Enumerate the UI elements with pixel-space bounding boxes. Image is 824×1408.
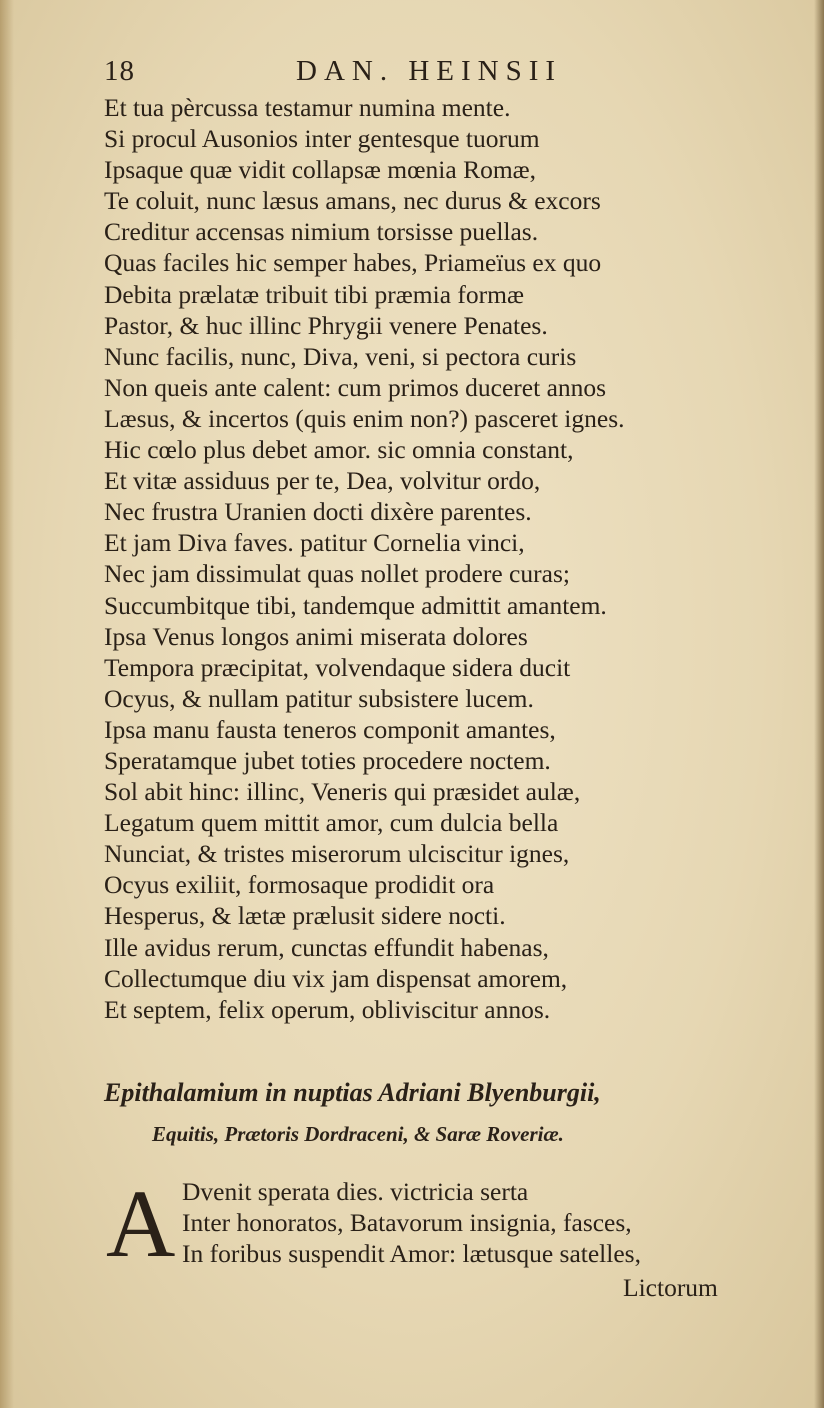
verse-line: Dvenit sperata dies. victricia serta xyxy=(182,1177,529,1206)
catchword: Lictorum xyxy=(623,1273,718,1302)
verse-line: Nec frustra Uranien docti dixère parentes. xyxy=(104,497,532,527)
verse-line: Non queis ante calent: cum primos duceret annos xyxy=(104,372,607,402)
verse-line: Ipsaque quæ vidit collapsæ mœnia Romæ, xyxy=(104,155,537,185)
verse-line: Inter honoratos, Batavorum insignia, fasces, xyxy=(182,1208,632,1238)
verse-line: Et jam Diva faves. patitur Cornelia vinci, xyxy=(104,528,525,558)
verse-line: Læsus, & incertos (quis enim non?) pasceret ignes. xyxy=(104,403,625,433)
verse-line: Ocyus, & nullam patitur subsistere lucem. xyxy=(104,683,534,713)
verse-line: Nunciat, & tristes miserorum ulciscitur ignes, xyxy=(104,839,570,869)
verse-line: Nec jam dissimulat quas nollet prodere curas; xyxy=(104,559,570,589)
verse-line: Creditur accensas nimium torsisse puellas. xyxy=(104,217,539,247)
running-head-title: DAN. HEINSII xyxy=(296,55,563,87)
verse-line: Succumbitque tibi, tandemque admittit amantem. xyxy=(104,590,607,620)
verse-line: Legatum quem mittit amor, cum dulcia bella xyxy=(104,808,559,838)
verse-line: Pastor, & huc illinc Phrygii venere Penates. xyxy=(104,310,548,340)
verse-line: Ocyus exiliit, formosaque prodidit ora xyxy=(104,870,495,900)
verse-block xyxy=(104,92,764,1025)
verse-line: Hic cœlo plus debet amor. sic omnia constant, xyxy=(104,435,574,465)
verse-line: Si procul Ausonios inter gentesque tuorum xyxy=(104,124,540,154)
epithalamium-title: Epithalamium in nuptias Adriani Blyenburgii, xyxy=(104,1078,601,1107)
epithalamium-lines xyxy=(182,1176,641,1269)
verse-line: Ipsa manu fausta teneros componit amantes, xyxy=(104,714,556,744)
verse-line: Et tua pèrcussa testamur numina mente. xyxy=(104,93,511,122)
verse-line: Hesperus, & lætæ prælusit sidere nocti. xyxy=(104,901,506,931)
verse-line: Te coluit, nunc læsus amans, nec durus & excors xyxy=(104,186,601,216)
page-edge-shadow xyxy=(814,0,824,1408)
verse-line: Tempora præcipitat, volvendaque sidera ducit xyxy=(104,652,571,682)
verse-line: In foribus suspendit Amor: lætusque satelles, xyxy=(182,1239,641,1269)
drop-cap: A xyxy=(106,1170,176,1277)
epithalamium-subtitle: Equitis, Prætoris Dordraceni, & Saræ Roveriæ. xyxy=(152,1122,564,1146)
running-head xyxy=(104,55,724,95)
verse-line: Et vitæ assiduus per te, Dea, volvitur ordo, xyxy=(104,466,541,496)
page-number: 18 xyxy=(104,55,135,87)
verse-line: Et septem, felix operum, obliviscitur annos. xyxy=(104,994,551,1024)
verse-line: Nunc facilis, nunc, Diva, veni, si pectora curis xyxy=(104,341,577,371)
verse-line: Speratamque jubet toties procedere noctem. xyxy=(104,745,551,775)
page-gutter-shadow xyxy=(0,0,14,1408)
verse-line: Sol abit hinc: illinc, Veneris qui præsidet aulæ, xyxy=(104,777,581,807)
verse-line: Collectumque diu vix jam dispensat amorem, xyxy=(104,963,568,993)
verse-line: Ille avidus rerum, cunctas effundit habenas, xyxy=(104,932,549,962)
verse-line: Quas faciles hic semper habes, Priameïus ex quo xyxy=(104,248,602,278)
verse-line: Ipsa Venus longos animi miserata dolores xyxy=(104,621,528,651)
verse-line: Debita prælatæ tribuit tibi præmia formæ xyxy=(104,279,524,309)
